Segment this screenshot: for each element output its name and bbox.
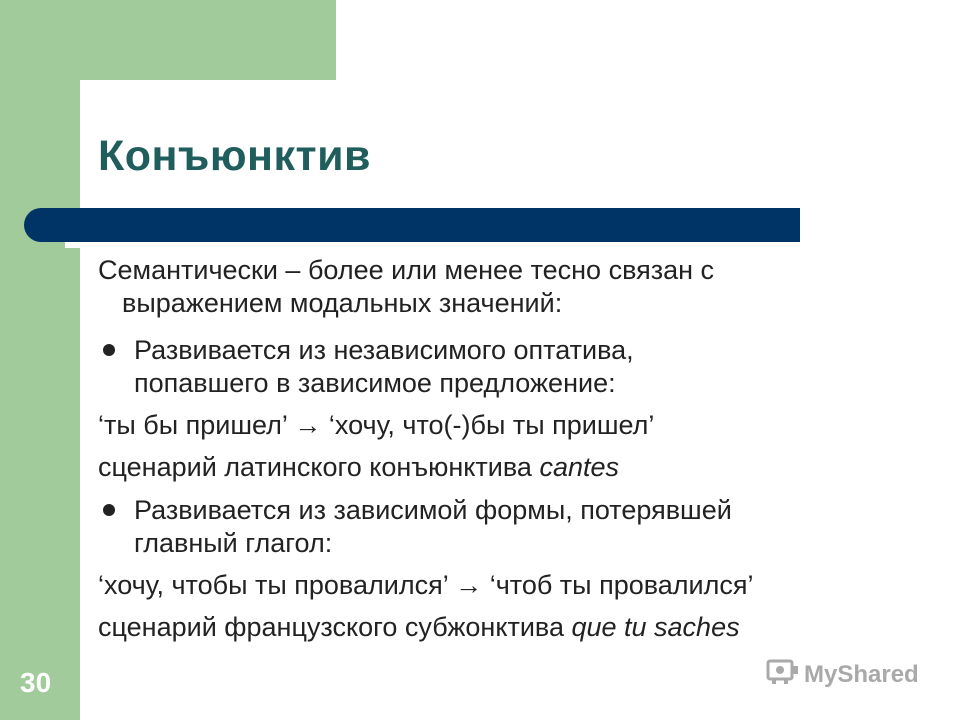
body-line: Семантически – более или менее тесно связан с <box>98 255 715 285</box>
bullet-icon <box>103 344 115 356</box>
watermark-text: MyShared <box>804 660 919 688</box>
bullet-line: попавшего в зависимое предложение: <box>134 368 616 398</box>
scenario-line: сценарий латинского конъюнктива cantes <box>98 452 619 482</box>
left-sidebar-band <box>0 0 80 720</box>
bullet-line: Развивается из зависимой формы, потерявшей <box>134 495 732 525</box>
bullet-line: Развивается из независимого оптатива, <box>134 335 634 365</box>
example-line: ‘ты бы пришел’ → ‘хочу, что(-)бы ты пришел’ <box>98 410 655 440</box>
scenario-line: сценарий французского субжонктива que tu saches <box>98 612 740 642</box>
body-line: выражением модальных значений: <box>122 288 563 318</box>
page-number: 30 <box>20 667 52 698</box>
projector-icon <box>766 656 804 693</box>
bullet-icon <box>103 504 115 516</box>
example-line: ‘хочу, чтобы ты провалился’ → ‘чтоб ты провалился’ <box>98 570 754 600</box>
bar-notch <box>65 242 95 248</box>
bullet-line: главный глагол: <box>134 528 333 558</box>
slide-title: Конъюнктив <box>98 132 371 180</box>
italic-term: que tu saches <box>571 612 740 642</box>
watermark <box>766 656 919 693</box>
title-underline-bar <box>24 208 800 242</box>
italic-term: cantes <box>539 452 619 482</box>
